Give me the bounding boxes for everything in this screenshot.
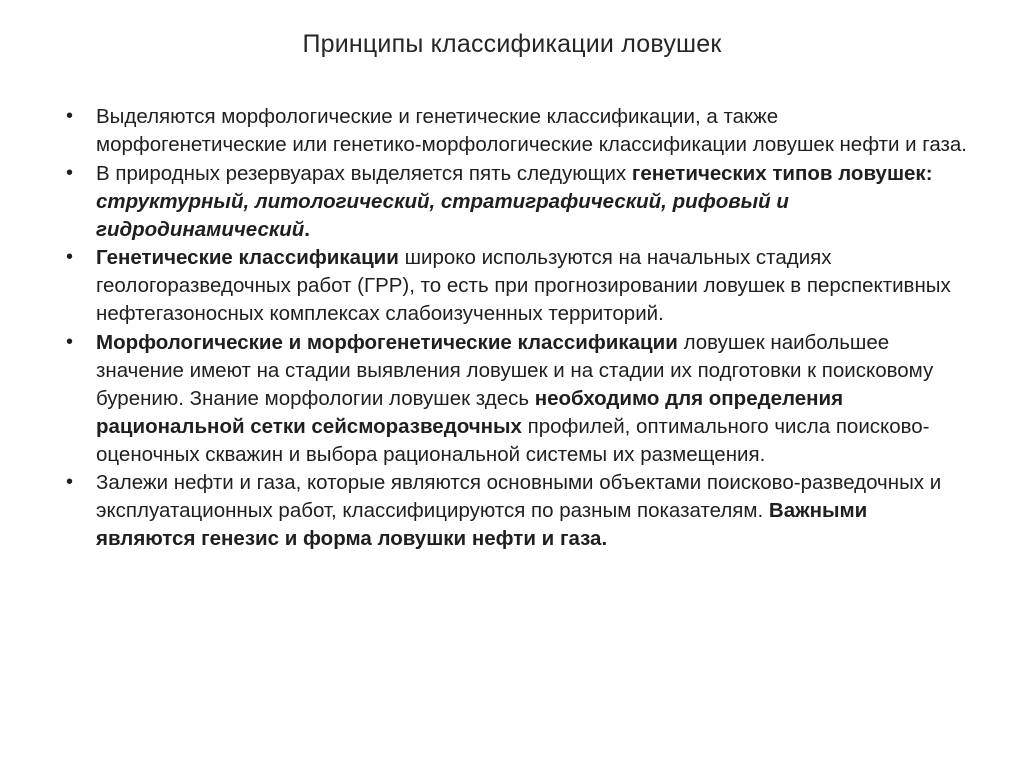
bullet-marker-icon: • (66, 105, 74, 127)
text-segment: Залежи нефти и газа, которые являются основными объектами поисково-разведочных и эксплуатационных работ, классифицируются по разным показателям. (96, 471, 942, 523)
text-segment: широко используются на начальных стадиях геологоразведочных работ (ГРР), то есть при прогнозировании ловушек в перспективных нефтегазоносных комплексах слабоизученных территорий. (96, 246, 951, 326)
bullet-item (60, 244, 968, 328)
bullet-item (60, 469, 968, 553)
text-segment: Морфологические и морфогенетические классификации (96, 331, 684, 354)
bullet-marker-icon: • (66, 331, 74, 353)
bullet-item (60, 329, 968, 468)
text-segment: Выделяются морфологические и генетические классификации, а также морфогенетические или генетико-морфологические классификации ловушек нефти и газа. (96, 105, 967, 156)
text-segment: профилей, оптимального числа поисково-оценочных скважин и выбора рациональной системы их размещения. (96, 414, 930, 466)
bullet-item (60, 160, 968, 244)
bullet-marker-icon: • (66, 471, 74, 494)
bullet-marker-icon: • (66, 161, 74, 184)
text-segment: Генетические классификации (96, 246, 405, 270)
text-segment: . (304, 217, 310, 241)
text-segment: генетических типов ловушек: (631, 161, 933, 185)
text-segment: ловушек наибольшее значение имеют на стадии выявления ловушек и на стадии их подготовки к поисковому бурению. Знание морфологии ловушек здесь (96, 331, 934, 410)
text-segment: необходимо для определения рациональной сетки сейсморазведочных (96, 386, 844, 438)
bullet-list (60, 103, 968, 553)
bullet-marker-icon: • (66, 246, 74, 269)
text-segment: Важными являются генезис и форма ловушки нефти и газа. (96, 499, 868, 551)
text-segment: В природных резервуарах выделяется пять следующих (96, 161, 632, 185)
text-segment: структурный, литологический, стратиграфический, рифовый и гидродинамический (96, 189, 789, 241)
bullet-item (60, 103, 968, 159)
slide-title: Принципы классификации ловушек (302, 30, 722, 58)
